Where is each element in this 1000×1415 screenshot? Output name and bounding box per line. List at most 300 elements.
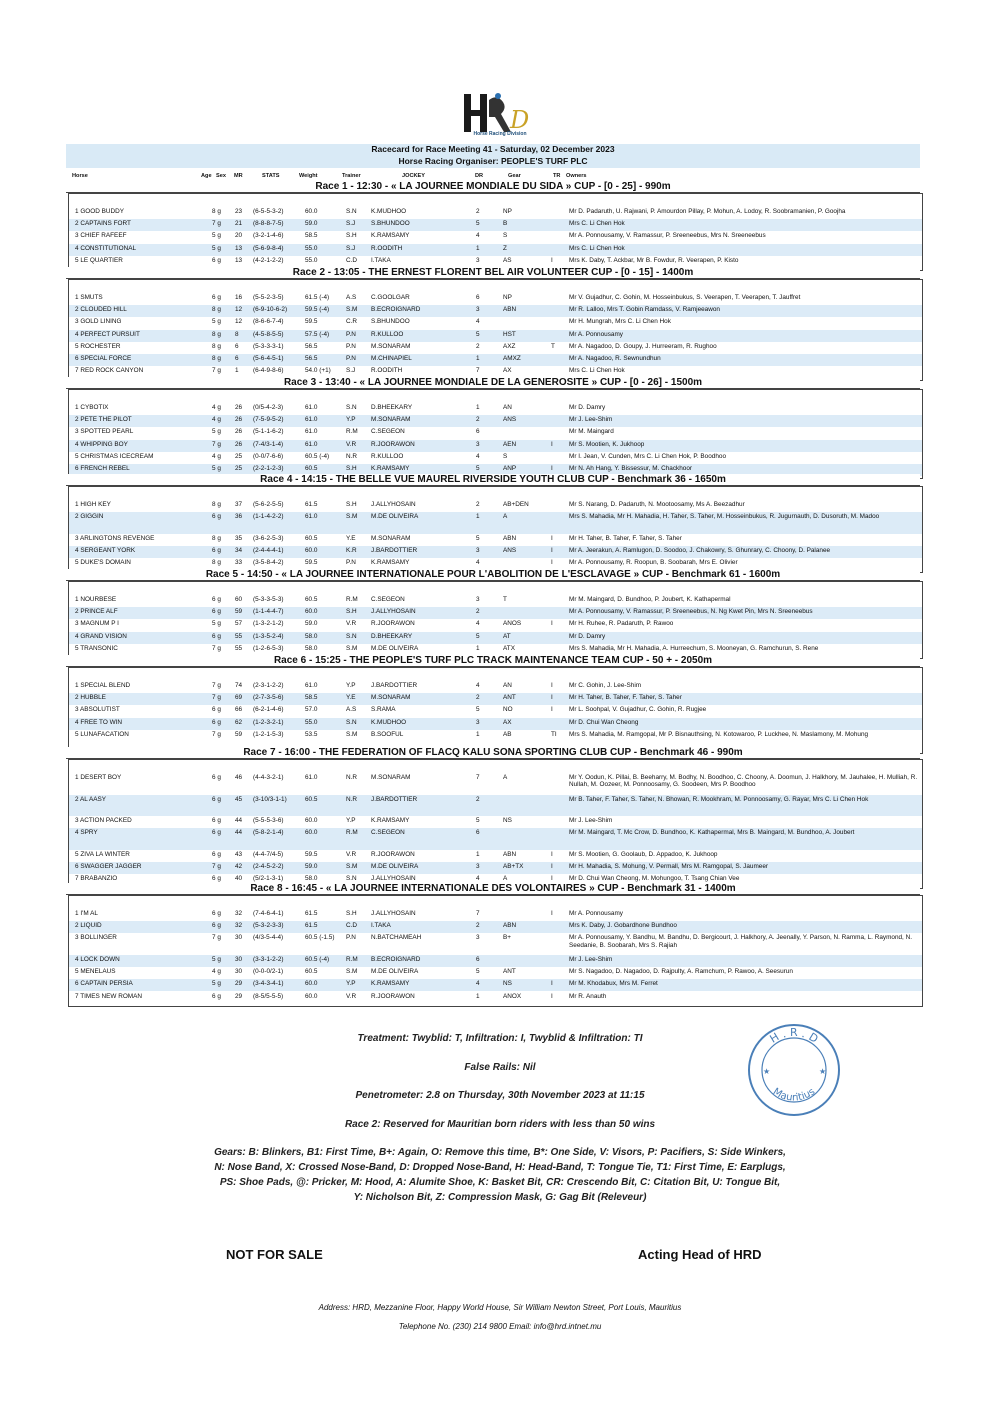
race-title: Race 5 - 14:50 - « LA JOURNEE INTERNATIONALE POUR L'ABOLITION DE L'ESCLAVAGE » CUP - Benchmark 61 - 1600m bbox=[66, 569, 920, 581]
cell-gear: T bbox=[503, 596, 507, 603]
cell-trainer: R.M bbox=[346, 596, 358, 603]
organiser: Horse Racing Organiser: PEOPLE'S TURF PLC bbox=[66, 156, 920, 168]
cell-draw: 3 bbox=[476, 862, 480, 870]
cell-treatment: I bbox=[551, 980, 553, 988]
col-sex: Sex bbox=[216, 173, 226, 179]
race-entry-row bbox=[69, 317, 922, 329]
cell-gear: NO bbox=[503, 706, 513, 714]
cell-weight: 59.5 bbox=[305, 318, 318, 326]
cell-age-sex: 7 g bbox=[212, 440, 221, 448]
cell-weight: 61.0 bbox=[305, 404, 318, 411]
cell-gear: AEN bbox=[503, 440, 517, 448]
cell-rating: 23 bbox=[235, 208, 243, 215]
cell-gear: NP bbox=[503, 294, 512, 301]
cell-horse-name: 3 GOLD LINING bbox=[75, 318, 122, 326]
cell-treatment: I bbox=[551, 440, 553, 448]
race-entry-row bbox=[69, 718, 922, 730]
race-table bbox=[68, 279, 923, 381]
cell-stats: (0-0-0/2-1) bbox=[253, 968, 284, 976]
race-entry-row bbox=[69, 816, 922, 828]
col-trainer: Trainer bbox=[342, 173, 361, 179]
race-title: Race 3 - 13:40 - « LA JOURNEE MONDIALE DE LA GENEROSITE » CUP - [0 - 26] - 1500m bbox=[66, 377, 920, 389]
cell-weight: 58.0 bbox=[305, 875, 318, 883]
cell-horse-name: 2 PETE THE PILOT bbox=[75, 416, 132, 424]
cell-trainer: A.S bbox=[346, 706, 357, 714]
cell-horse-name: 1 CYBOTIX bbox=[75, 404, 109, 411]
cell-trainer: N.R bbox=[346, 795, 358, 803]
meeting-title: Racecard for Race Meeting 41 - Saturday, 02 December 2023 bbox=[66, 144, 920, 156]
cell-stats: (8-6-6-7-4) bbox=[253, 318, 284, 326]
cell-draw: 3 bbox=[476, 596, 480, 603]
cell-owners: Mrs C. Li Chen Hok bbox=[569, 367, 625, 375]
cell-rating: 29 bbox=[235, 980, 243, 988]
note-gears-1: Gears: B: Blinkers, B1: First Time, B+: Again, O: Remove this time, B*: One Side, V: Visors, P: Pacifiers, S: Side Winkers, bbox=[214, 1147, 786, 1158]
cell-weight: 60.0 bbox=[305, 608, 318, 616]
cell-jockey: R.JOORAWON bbox=[371, 440, 415, 448]
cell-gear: AB bbox=[503, 730, 512, 738]
cell-horse-name: 6 CAPTAIN PERSIA bbox=[75, 980, 133, 988]
cell-draw: 2 bbox=[476, 694, 480, 702]
cell-treatment: I bbox=[551, 694, 553, 702]
race-table bbox=[68, 389, 923, 479]
cell-stats: (8-5/5-5-5) bbox=[253, 992, 284, 1000]
cell-stats: (3-5-8-4-2) bbox=[253, 559, 284, 567]
cell-owners: Mr S. Narang, D. Padaruth, N. Mootoosamy, Ms A. Beezadhur bbox=[569, 501, 745, 508]
cell-rating: 44 bbox=[235, 829, 243, 837]
cell-draw: 3 bbox=[476, 934, 480, 942]
cell-weight: 61.5 (-4) bbox=[305, 294, 330, 301]
cell-horse-name: 5 ZIVA LA WINTER bbox=[75, 850, 130, 858]
cell-rating: 55 bbox=[235, 644, 243, 652]
cell-rating: 25 bbox=[235, 452, 243, 460]
cell-weight: 55.0 bbox=[305, 256, 318, 264]
race-entry-row bbox=[69, 979, 922, 991]
cell-jockey: M.DE OLIVEIRA bbox=[371, 644, 419, 652]
cell-trainer: S.H bbox=[346, 501, 357, 508]
cell-owners: Mr S. Mootien, G. Goolaub, D. Appadoo, K. Jukhoop bbox=[569, 850, 718, 858]
cell-age-sex: 4 g bbox=[212, 968, 221, 976]
cell-draw: 4 bbox=[476, 620, 480, 628]
cell-trainer: Y.P bbox=[346, 416, 356, 424]
cell-jockey: M.DE OLIVEIRA bbox=[371, 968, 419, 976]
cell-owners: Mr M. Maingard, D. Bundhoo, P. Joubert, K. Kathapermal bbox=[569, 596, 731, 603]
cell-treatment: I bbox=[551, 706, 553, 714]
cell-draw: 4 bbox=[476, 559, 480, 567]
cell-gear: S bbox=[503, 232, 508, 240]
cell-weight: 60.5 bbox=[305, 596, 318, 603]
cell-trainer: A.S bbox=[346, 294, 357, 301]
cell-draw: 5 bbox=[476, 968, 480, 976]
note-gears-3: PS: Shoe Pads, @: Pricker, M: Hood, A: Alumite Shoe, K: Basket Bit, CR: Crescendo Bit, C: Citation Bit, U: Tongue Bit, bbox=[219, 1177, 781, 1188]
cell-horse-name: 3 ACTION PACKED bbox=[75, 817, 132, 824]
cell-stats: (1-2-6-5-3) bbox=[253, 644, 284, 652]
cell-age-sex: 5 g bbox=[212, 244, 221, 252]
cell-rating: 57 bbox=[235, 620, 243, 628]
cell-horse-name: 1 DESERT BOY bbox=[75, 774, 122, 781]
cell-trainer: S.N bbox=[346, 208, 357, 215]
cell-draw: 5 bbox=[476, 817, 480, 824]
cell-draw: 2 bbox=[476, 922, 480, 930]
cell-rating: 25 bbox=[235, 465, 243, 472]
race-entry-row bbox=[69, 828, 922, 850]
cell-draw: 6 bbox=[476, 428, 480, 436]
cell-rating: 20 bbox=[235, 232, 243, 240]
cell-owners: Mr A. Ponnousamy, R. Roopun, B. Soobarah, Mrs E. Olivier bbox=[569, 559, 738, 567]
cell-horse-name: 1 HIGH KEY bbox=[75, 501, 111, 508]
race-entry-row bbox=[69, 607, 922, 619]
cell-age-sex: 5 g bbox=[212, 955, 221, 963]
race-entry-row bbox=[69, 342, 922, 354]
cell-rating: 13 bbox=[235, 244, 243, 252]
cell-horse-name: 4 SERGEANT YORK bbox=[75, 546, 136, 554]
cell-horse-name: 1 SMUTS bbox=[75, 294, 103, 301]
cell-gear: AB+DEN bbox=[503, 501, 529, 508]
cell-weight: 60.0 bbox=[305, 980, 318, 988]
cell-stats: (5-3-3-5-3) bbox=[253, 596, 284, 603]
race-entry-row bbox=[69, 909, 922, 921]
cell-draw: 2 bbox=[476, 795, 480, 803]
cell-jockey: M.CHINAPIEL bbox=[371, 355, 412, 362]
cell-owners: Mrs K. Daby, J. Gobardhone Bundhoo bbox=[569, 922, 677, 930]
cell-owners: Mr H. Ruhee, R. Padaruth, P. Rawoo bbox=[569, 620, 674, 628]
cell-trainer: Y.E bbox=[346, 534, 356, 542]
cell-rating: 60 bbox=[235, 596, 243, 603]
col-owners: Owners bbox=[566, 173, 587, 179]
cell-weight: 60.5 bbox=[305, 534, 318, 542]
cell-trainer: P.N bbox=[346, 342, 356, 350]
cell-treatment: I bbox=[551, 875, 553, 883]
logo-division-text: Horse Racing Division bbox=[473, 131, 527, 137]
cell-age-sex: 7 g bbox=[212, 730, 221, 738]
cell-owners: Mr D. Damry bbox=[569, 632, 606, 640]
cell-draw: 4 bbox=[476, 682, 480, 689]
cell-gear: A bbox=[503, 513, 508, 521]
cell-age-sex: 8 g bbox=[212, 306, 221, 314]
cell-owners: Mr D. Damry bbox=[569, 404, 606, 411]
cell-age-sex: 4 g bbox=[212, 404, 221, 411]
cell-horse-name: 7 TIMES NEW ROMAN bbox=[75, 992, 142, 1000]
cell-horse-name: 4 GRAND VISION bbox=[75, 632, 127, 640]
cell-rating: 62 bbox=[235, 718, 243, 726]
cell-rating: 12 bbox=[235, 306, 243, 314]
cell-trainer: C.R bbox=[346, 318, 358, 326]
race-entry-row bbox=[69, 500, 922, 512]
race-entry-row bbox=[69, 546, 922, 558]
note-treatment: Treatment: Twyblid: T, Infiltration: I, Twyblid & Infiltration: TI bbox=[357, 1033, 643, 1044]
cell-gear: ABN bbox=[503, 306, 517, 314]
cell-draw: 2 bbox=[476, 501, 480, 508]
cell-gear: NS bbox=[503, 980, 512, 988]
cell-weight: 55.0 bbox=[305, 244, 318, 252]
cell-owners: Mr A. Ponnousamy bbox=[569, 910, 623, 917]
cell-stats: (1-1-4-4-7) bbox=[253, 608, 284, 616]
cell-age-sex: 6 g bbox=[212, 774, 221, 781]
cell-jockey: D.BHEEKARY bbox=[371, 404, 413, 411]
cell-weight: 61.5 bbox=[305, 501, 318, 508]
cell-trainer: S.J bbox=[346, 244, 356, 252]
cell-gear: AXZ bbox=[503, 342, 516, 350]
cell-gear: AN bbox=[503, 404, 512, 411]
race-entry-row bbox=[69, 693, 922, 705]
cell-age-sex: 6 g bbox=[212, 829, 221, 837]
cell-stats: (1-2-1-5-3) bbox=[253, 730, 284, 738]
cell-stats: (2-2-1-2-3) bbox=[253, 465, 284, 472]
cell-trainer: Y.E bbox=[346, 694, 356, 702]
cell-horse-name: 3 SPOTTED PEARL bbox=[75, 428, 134, 436]
cell-gear: ANOX bbox=[503, 992, 522, 1000]
cell-trainer: S.H bbox=[346, 465, 357, 472]
cell-jockey: S.BHUNDOO bbox=[371, 220, 410, 228]
cell-stats: (3-3-1-2-2) bbox=[253, 955, 284, 963]
cell-horse-name: 5 TRANSONIC bbox=[75, 644, 118, 652]
cell-age-sex: 6 g bbox=[212, 632, 221, 640]
cell-draw: 7 bbox=[476, 774, 480, 781]
cell-horse-name: 2 CAPTAINS FORT bbox=[75, 220, 131, 228]
cell-trainer: S.H bbox=[346, 232, 357, 240]
cell-horse-name: 3 ABSOLUTIST bbox=[75, 706, 120, 714]
cell-draw: 7 bbox=[476, 367, 480, 375]
cell-age-sex: 6 g bbox=[212, 596, 221, 603]
cell-owners: Mr V. Gujadhur, C. Gohin, M. Hosseinbukus, S. Veerapen, T. Veerapen, T. Jauffret bbox=[569, 294, 801, 301]
col-gear: Gear bbox=[508, 173, 521, 179]
race-entry-row bbox=[69, 452, 922, 464]
cell-rating: 6 bbox=[235, 342, 239, 350]
cell-age-sex: 8 g bbox=[212, 501, 221, 508]
cell-stats: (5-5-2-3-5) bbox=[253, 294, 284, 301]
cell-gear: B bbox=[503, 220, 508, 228]
cell-stats: (3-10/3-1-1) bbox=[253, 795, 287, 803]
cell-horse-name: 4 CONSTITUTIONAL bbox=[75, 244, 137, 252]
cell-jockey: M.SONARAM bbox=[371, 774, 411, 781]
cell-trainer: P.N bbox=[346, 559, 356, 567]
cell-weight: 59.0 bbox=[305, 862, 318, 870]
acting-head: Acting Head of HRD bbox=[638, 1247, 762, 1262]
cell-stats: (6-9-10-6-2) bbox=[253, 306, 288, 314]
race-entry-row bbox=[69, 619, 922, 631]
cell-jockey: K.RAMSAMY bbox=[371, 465, 410, 472]
cell-owners: Mr J. Lee-Shim bbox=[569, 817, 613, 824]
cell-rating: 32 bbox=[235, 922, 243, 930]
cell-trainer: N.R bbox=[346, 774, 358, 781]
cell-stats: (0-0/7-6-6) bbox=[253, 452, 284, 460]
cell-draw: 1 bbox=[476, 644, 480, 652]
cell-draw: 4 bbox=[476, 875, 480, 883]
cell-weight: 60.5 (-4) bbox=[305, 955, 330, 963]
race-title: Race 1 - 12:30 - « LA JOURNEE MONDIALE DU SIDA » CUP - [0 - 25] - 990m bbox=[66, 181, 920, 193]
cell-jockey: I.TAKA bbox=[371, 922, 391, 930]
cell-owners: Mr L. Soohpal, V. Gujadhur, C. Gohin, R. Rugjee bbox=[569, 706, 707, 714]
cell-stats: (2-4-4-4-1) bbox=[253, 546, 284, 554]
cell-age-sex: 7 g bbox=[212, 694, 221, 702]
cell-gear: AB+TX bbox=[503, 862, 524, 870]
cell-draw: 3 bbox=[476, 256, 480, 264]
col-tr: TR bbox=[553, 173, 561, 179]
cell-weight: 58.0 bbox=[305, 644, 318, 652]
cell-jockey: M.SONARAM bbox=[371, 342, 411, 350]
cell-draw: 6 bbox=[476, 829, 480, 837]
cell-jockey: R.JOORAWON bbox=[371, 620, 415, 628]
cell-jockey: R.JOORAWON bbox=[371, 850, 415, 858]
note-gears-4: Y: Nicholson Bit, Z: Compression Mask, G: Gag Bit (Releveur) bbox=[353, 1192, 647, 1203]
race-entry-row bbox=[69, 921, 922, 933]
cell-age-sex: 7 g bbox=[212, 934, 221, 942]
cell-owners: Mr A. Jeerakun, A. Ramlugon, D. Soodoo, J. Chakowry, S. Ghunrary, C. Choony, D. Palanee bbox=[569, 546, 831, 554]
cell-age-sex: 5 g bbox=[212, 232, 221, 240]
cell-horse-name: 1 I'M AL bbox=[75, 910, 98, 917]
cell-age-sex: 5 g bbox=[212, 318, 221, 326]
cell-gear: AT bbox=[503, 632, 511, 640]
cell-rating: 34 bbox=[235, 546, 243, 554]
not-for-sale: NOT FOR SALE bbox=[226, 1247, 323, 1262]
cell-age-sex: 8 g bbox=[212, 559, 221, 567]
cell-jockey: K.RAMSAMY bbox=[371, 817, 410, 824]
cell-weight: 57.0 bbox=[305, 706, 318, 714]
race-entry-row bbox=[69, 955, 922, 967]
cell-horse-name: 2 HUBBLE bbox=[75, 694, 106, 702]
cell-rating: 69 bbox=[235, 694, 243, 702]
cell-treatment: I bbox=[551, 862, 553, 870]
svg-text:★: ★ bbox=[763, 1067, 771, 1076]
cell-gear: ANS bbox=[503, 416, 517, 424]
race-entry-row bbox=[69, 850, 922, 862]
cell-age-sex: 6 g bbox=[212, 256, 221, 264]
cell-owners: Mr D. Chui Wan Cheong, M. Mohungoo, T. Tsang Chian Vee bbox=[569, 875, 740, 883]
cell-trainer: R.M bbox=[346, 955, 358, 963]
cell-trainer: Y.P bbox=[346, 682, 356, 689]
cell-treatment: I bbox=[551, 256, 553, 264]
col-stats: STATS bbox=[262, 173, 280, 179]
cell-trainer: V.R bbox=[346, 440, 357, 448]
cell-jockey: R.OODITH bbox=[371, 244, 403, 252]
cell-jockey: J.BARDOTTIER bbox=[371, 682, 418, 689]
col-age: Age bbox=[201, 173, 212, 179]
cell-gear: B+ bbox=[503, 934, 511, 942]
cell-weight: 61.0 bbox=[305, 440, 318, 448]
cell-jockey: J.ALLYHOSAIN bbox=[371, 501, 416, 508]
cell-horse-name: 6 SWAGGER JAGGER bbox=[75, 862, 142, 870]
cell-treatment: I bbox=[551, 534, 553, 542]
cell-trainer: V.R bbox=[346, 620, 357, 628]
cell-treatment: I bbox=[551, 910, 553, 917]
cell-rating: 66 bbox=[235, 706, 243, 714]
race-table bbox=[68, 193, 923, 271]
cell-stats: (4-2-1-2-2) bbox=[253, 256, 284, 264]
cell-jockey: B.SOOFUL bbox=[371, 730, 404, 738]
cell-horse-name: 2 LIQUID bbox=[75, 922, 102, 930]
cell-rating: 13 bbox=[235, 256, 243, 264]
cell-horse-name: 7 RED ROCK CANYON bbox=[75, 367, 144, 375]
cell-rating: 26 bbox=[235, 428, 243, 436]
cell-jockey: M.DE OLIVEIRA bbox=[371, 513, 419, 521]
cell-gear: AS bbox=[503, 256, 512, 264]
cell-owners: Mr H. Taher, B. Taher, F. Taher, S. Taher bbox=[569, 694, 682, 702]
cell-draw: 5 bbox=[476, 632, 480, 640]
cell-stats: (5-6-9-8-4) bbox=[253, 244, 284, 252]
cell-gear: NS bbox=[503, 817, 512, 824]
cell-owners: Mr R. Lalloo, Mrs T. Gobin Ramdass, V. Ramjeeawon bbox=[569, 306, 720, 314]
cell-jockey: K.MUDHOO bbox=[371, 718, 407, 726]
cell-rating: 26 bbox=[235, 440, 243, 448]
cell-owners: Mr R. Anauth bbox=[569, 992, 607, 1000]
cell-rating: 30 bbox=[235, 968, 243, 976]
cell-jockey: J.ALLYHOSAIN bbox=[371, 608, 416, 616]
cell-owners: Mr C. Gohin, J. Lee-Shim bbox=[569, 682, 642, 689]
cell-weight: 59.0 bbox=[305, 220, 318, 228]
cell-stats: (4-5-8-5-5) bbox=[253, 330, 284, 338]
cell-jockey: I.TAKA bbox=[371, 256, 391, 264]
cell-jockey: J.BARDOTTIER bbox=[371, 546, 418, 554]
cell-weight: 58.0 bbox=[305, 632, 318, 640]
cell-trainer: P.N bbox=[346, 355, 356, 362]
cell-jockey: R.OODITH bbox=[371, 367, 403, 375]
race-entry-row bbox=[69, 427, 922, 439]
cell-jockey: R.JOORAWON bbox=[371, 992, 415, 1000]
race-table bbox=[68, 581, 923, 659]
race-table bbox=[68, 759, 923, 889]
cell-age-sex: 7 g bbox=[212, 644, 221, 652]
race-entry-row bbox=[69, 862, 922, 874]
cell-rating: 12 bbox=[235, 318, 243, 326]
cell-stats: (5-5-5-3-6) bbox=[253, 817, 284, 824]
cell-gear: AX bbox=[503, 718, 512, 726]
cell-rating: 32 bbox=[235, 910, 243, 917]
cell-stats: (7-5-9-5-2) bbox=[253, 416, 284, 424]
cell-trainer: V.R bbox=[346, 850, 357, 858]
cell-weight: 60.5 (-4) bbox=[305, 452, 330, 460]
cell-rating: 8 bbox=[235, 330, 239, 338]
cell-jockey: B.ECROIGNARD bbox=[371, 306, 421, 314]
race-entry-row bbox=[69, 595, 922, 607]
cell-rating: 26 bbox=[235, 404, 243, 411]
cell-owners: Mr A. Ponnousamy bbox=[569, 330, 623, 338]
cell-weight: 60.0 bbox=[305, 546, 318, 554]
cell-treatment: I bbox=[551, 546, 553, 554]
race-entry-row bbox=[69, 967, 922, 979]
cell-trainer: S.M bbox=[346, 644, 358, 652]
cell-draw: 5 bbox=[476, 220, 480, 228]
cell-trainer: Y.P bbox=[346, 980, 356, 988]
cell-owners: Mr H. Mahadia, S. Mohung, V. Permall, Mrs M. Ramgopal, S. Jaumeer bbox=[569, 862, 769, 870]
cell-owners: Mr S. Mootien, K. Jukhoop bbox=[569, 440, 645, 448]
race-entry-row bbox=[69, 293, 922, 305]
race-entry-row bbox=[69, 992, 922, 1004]
cell-weight: 61.0 bbox=[305, 513, 318, 521]
cell-jockey: J.BARDOTTIER bbox=[371, 795, 418, 803]
cell-rating: 21 bbox=[235, 220, 243, 228]
race-entry-row bbox=[69, 244, 922, 256]
cell-age-sex: 4 g bbox=[212, 452, 221, 460]
cell-weight: 56.5 bbox=[305, 342, 318, 350]
cell-jockey: S.RAMA bbox=[371, 706, 396, 714]
cell-jockey: R.KULLOO bbox=[371, 452, 404, 460]
column-headers bbox=[66, 173, 920, 181]
race-entry-row bbox=[69, 305, 922, 317]
cell-stats: (7-4-6-4-1) bbox=[253, 910, 284, 917]
cell-owners: Mr M. Khodabux, Mrs M. Ferret bbox=[569, 980, 658, 988]
cell-trainer: R.M bbox=[346, 829, 358, 837]
cell-jockey: K.MUDHOO bbox=[371, 208, 407, 215]
cell-stats: (3-4-3-4-1) bbox=[253, 980, 284, 988]
cell-jockey: J.ALLYHOSAIN bbox=[371, 910, 416, 917]
cell-gear: ATX bbox=[503, 644, 515, 652]
cell-rating: 40 bbox=[235, 875, 243, 883]
col-weight: Weight bbox=[299, 173, 318, 179]
cell-weight: 54.0 (+1) bbox=[305, 367, 331, 375]
cell-trainer: C.D bbox=[346, 922, 358, 930]
note-false-rails: False Rails: Nil bbox=[464, 1062, 536, 1073]
cell-weight: 61.5 bbox=[305, 922, 318, 930]
cell-horse-name: 3 ARLINGTONS REVENGE bbox=[75, 534, 155, 542]
